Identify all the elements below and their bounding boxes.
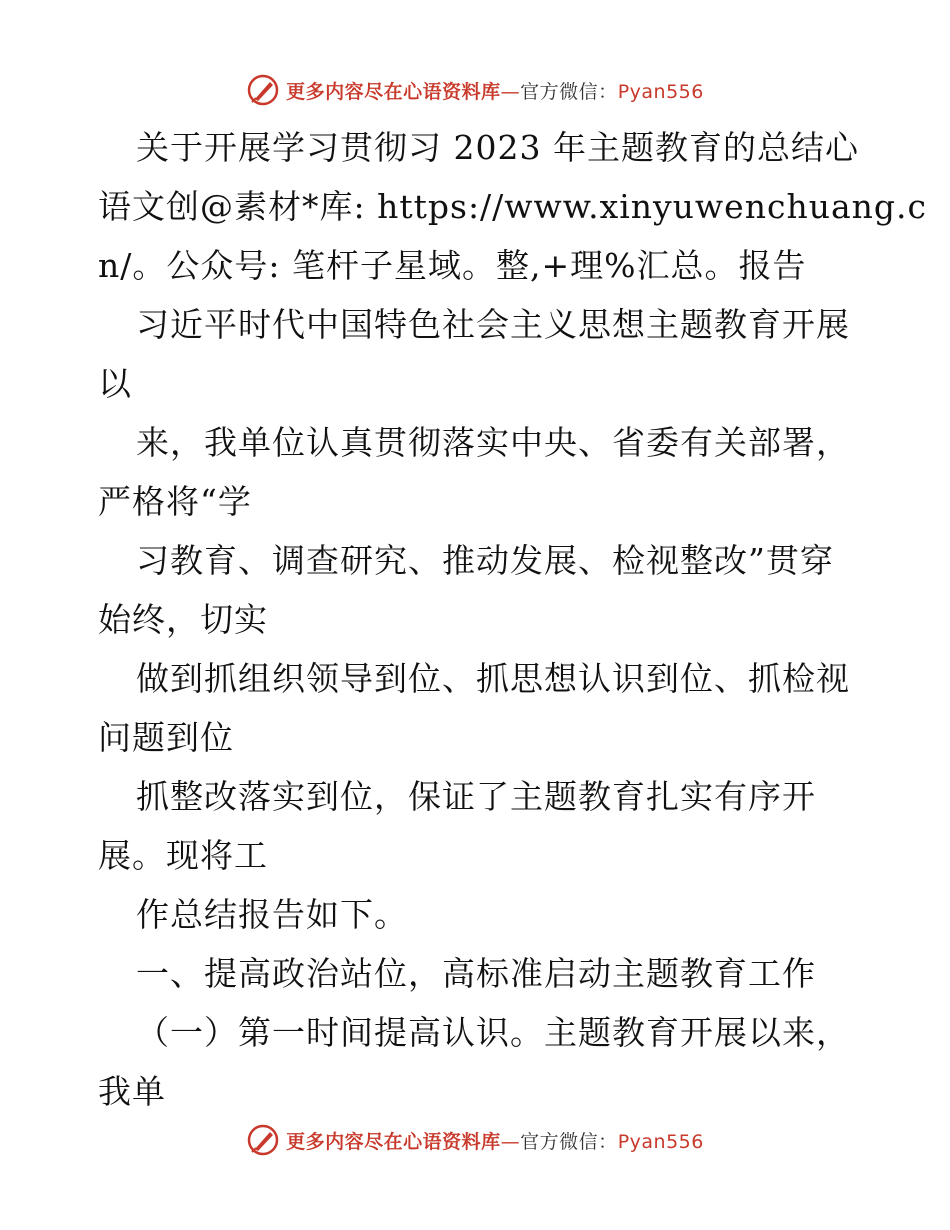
body-line: 作总结报告如下。 bbox=[136, 895, 408, 934]
footer-watermark-banner bbox=[0, 1120, 950, 1160]
quill-pen-logo-icon bbox=[246, 1123, 280, 1157]
footer-dash: — bbox=[500, 1130, 521, 1153]
footer-wechat-id: Pyan556 bbox=[617, 1130, 704, 1153]
header-dash: — bbox=[500, 80, 521, 103]
body-line: 习近平时代中国特色社会主义思想主题教育开展 bbox=[136, 305, 850, 344]
body-line: 问题到位 bbox=[98, 718, 234, 757]
footer-brand-text: 更多内容尽在心语资料库 bbox=[286, 1130, 501, 1153]
body-line: 我单 bbox=[98, 1072, 166, 1111]
body-line: 始终，切实 bbox=[98, 600, 268, 639]
body-line: 展。现将工 bbox=[98, 836, 268, 875]
header-watermark-banner bbox=[0, 70, 950, 110]
document-body bbox=[98, 118, 927, 1121]
header-wechat-id: Pyan556 bbox=[617, 80, 704, 103]
footer-banner-text bbox=[286, 1127, 704, 1154]
header-brand-text: 更多内容尽在心语资料库 bbox=[286, 80, 501, 103]
footer-wechat-label: 官方微信： bbox=[520, 1130, 618, 1153]
body-line: 习教育、调查研究、推动发展、检视整改”贯穿 bbox=[136, 541, 834, 580]
body-line: 抓整改落实到位，保证了主题教育扎实有序开 bbox=[136, 777, 816, 816]
quill-pen-logo-icon bbox=[246, 73, 280, 107]
header-wechat-label: 官方微信： bbox=[520, 80, 618, 103]
section-heading: 一、提高政治站位，高标准启动主题教育工作 bbox=[136, 954, 816, 993]
header-banner-text bbox=[286, 77, 704, 104]
body-line: 来，我单位认真贯彻落实中央、省委有关部署， bbox=[136, 423, 850, 462]
body-line: 做到抓组织领导到位、抓思想认识到位、抓检视 bbox=[136, 659, 850, 698]
subsection-heading: （一）第一时间提高认识。主题教育开展以来， bbox=[136, 1013, 850, 1052]
body-line: 以 bbox=[98, 364, 132, 403]
body-line: n/。公众号: 笔杆子星域。整,+理%汇总。报告 bbox=[98, 246, 807, 285]
body-line: 关于开展学习贯彻习 2023 年主题教育的总结心 bbox=[136, 128, 859, 167]
body-line: 严格将“学 bbox=[98, 482, 252, 521]
body-line: 语文创@素材*库: https://www.xinyuwenchuang.c bbox=[98, 187, 927, 226]
